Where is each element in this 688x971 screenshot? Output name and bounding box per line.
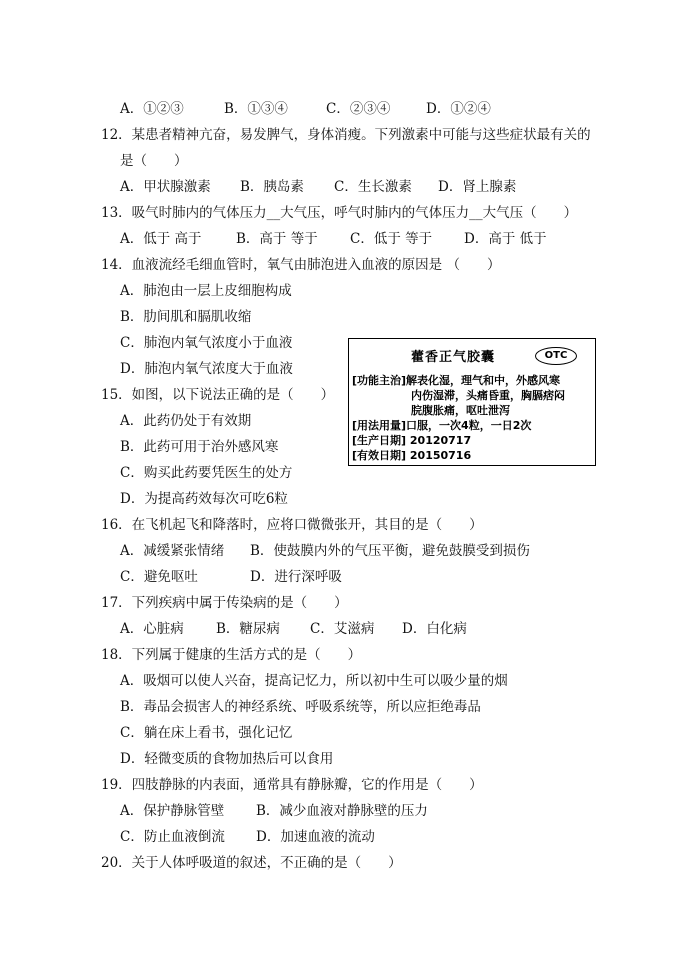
q19-option-c: C．防止血液倒流 xyxy=(120,829,225,845)
q14-option-a: A．肺泡由一层上皮细胞构成 xyxy=(120,283,292,299)
q15-option-d: D．为提高药效每次可吃6粒 xyxy=(120,491,288,507)
q17-option-b: B．糖尿病 xyxy=(216,621,280,637)
medicine-expiry-date: [有效日期] 20150716 xyxy=(352,449,472,462)
q19-options-row2 xyxy=(120,828,375,846)
q19-option-b: B．减少血液对静脉壁的压力 xyxy=(256,803,428,819)
q18-option-d: D．轻微变质的食物加热后可以食用 xyxy=(120,751,334,767)
q11-option-b: B．①③④ xyxy=(224,101,288,117)
q11-options xyxy=(120,100,491,118)
q13-option-d: D．高于 低于 xyxy=(464,231,547,247)
q17-options xyxy=(120,620,467,638)
q14-option-d: D．肺泡内氧气浓度大于血液 xyxy=(120,361,293,377)
medicine-label-title: 藿香正气胶囊 xyxy=(411,350,496,365)
q13-stem: 13．吸气时肺内的气体压力__大气压，呼气时肺内的气体压力__大气压（ ） xyxy=(101,205,578,221)
q15-option-a: A．此药仍处于有效期 xyxy=(120,413,252,429)
q11-option-c: C．②③④ xyxy=(326,101,391,117)
q19-option-a: A．保护静脉管壁 xyxy=(120,803,225,819)
q17-option-a: A．心脏病 xyxy=(120,621,184,637)
q16-option-b: B．使鼓膜内外的气压平衡，避免鼓膜受到损伤 xyxy=(250,543,530,559)
medicine-function-line1: [功能主治]解表化湿，理气和中，外感风寒 xyxy=(352,374,561,387)
q18-option-c: C．躺在床上看书，强化记忆 xyxy=(120,725,293,741)
q11-option-a: A．①②③ xyxy=(120,101,184,117)
q12-option-d: D．肾上腺素 xyxy=(438,179,517,195)
q16-option-d: D．进行深呼吸 xyxy=(250,569,342,585)
medicine-function-line2: 内伤湿滞，头痛昏重，胸膈痞闷 xyxy=(411,389,565,402)
otc-badge: OTC xyxy=(535,347,577,365)
q12-option-b: B．胰岛素 xyxy=(240,179,304,195)
q13-option-b: B．高于 等于 xyxy=(236,231,318,247)
q17-option-c: C．艾滋病 xyxy=(310,621,375,637)
q14-option-c: C．肺泡内氧气浓度小于血液 xyxy=(120,335,293,351)
q17-stem: 17．下列疾病中属于传染病的是（ ） xyxy=(101,595,348,611)
q13-options xyxy=(120,230,547,248)
medicine-function-line3: 脘腹胀痛，呕吐泄泻 xyxy=(411,404,510,417)
q19-option-d: D．加速血液的流动 xyxy=(256,829,375,845)
medicine-label-figure xyxy=(348,338,596,466)
q16-options-row2 xyxy=(120,568,342,586)
q16-option-c: C．避免呕吐 xyxy=(120,569,198,585)
q11-option-d: D．①②④ xyxy=(426,101,491,117)
medicine-production-date: [生产日期] 20120717 xyxy=(352,434,472,447)
q19-options-row1 xyxy=(120,802,428,820)
q16-option-a: A．减缓紧张情绪 xyxy=(120,543,225,559)
q14-stem: 14．血液流经毛细血管时，氧气由肺泡进入血液的原因是 （ ） xyxy=(101,257,501,273)
medicine-usage: [用法用量]口服，一次4粒，一日2次 xyxy=(352,419,532,432)
q12-option-c: C．生长激素 xyxy=(334,179,412,195)
q19-stem: 19．四肢静脉的内表面，通常具有静脉瓣，它的作用是（ ） xyxy=(101,777,483,793)
q12-stem-cont: 是（ ） xyxy=(120,153,188,169)
q12-stem: 12．某患者精神亢奋，易发脾气，身体消瘦。下列激素中可能与这些症状最有关的 xyxy=(101,127,591,143)
q18-option-b: B．毒品会损害人的神经系统、呼吸系统等，所以应拒绝毒品 xyxy=(120,699,481,715)
q17-option-d: D．白化病 xyxy=(402,621,467,637)
q15-option-c: C．购买此药要凭医生的处方 xyxy=(120,465,293,481)
q18-option-a: A．吸烟可以使人兴奋，提高记忆力，所以初中生可以吸少量的烟 xyxy=(120,673,508,689)
q18-stem: 18．下列属于健康的生活方式的是（ ） xyxy=(101,647,362,663)
q13-option-c: C．低于 等于 xyxy=(350,231,433,247)
q12-options xyxy=(120,178,516,196)
q16-stem: 16．在飞机起飞和降落时，应将口微微张开，其目的是（ ） xyxy=(101,517,483,533)
q15-option-b: B．此药可用于治外感风寒 xyxy=(120,439,279,455)
q20-stem: 20．关于人体呼吸道的叙述，不正确的是（ ） xyxy=(101,855,402,871)
q16-options-row1 xyxy=(120,542,530,560)
q15-stem: 15．如图，以下说法正确的是（ ） xyxy=(101,387,335,403)
q13-option-a: A．低于 高于 xyxy=(120,231,202,247)
q14-option-b: B．肋间肌和膈肌收缩 xyxy=(120,309,252,325)
q12-option-a: A．甲状腺激素 xyxy=(120,179,211,195)
